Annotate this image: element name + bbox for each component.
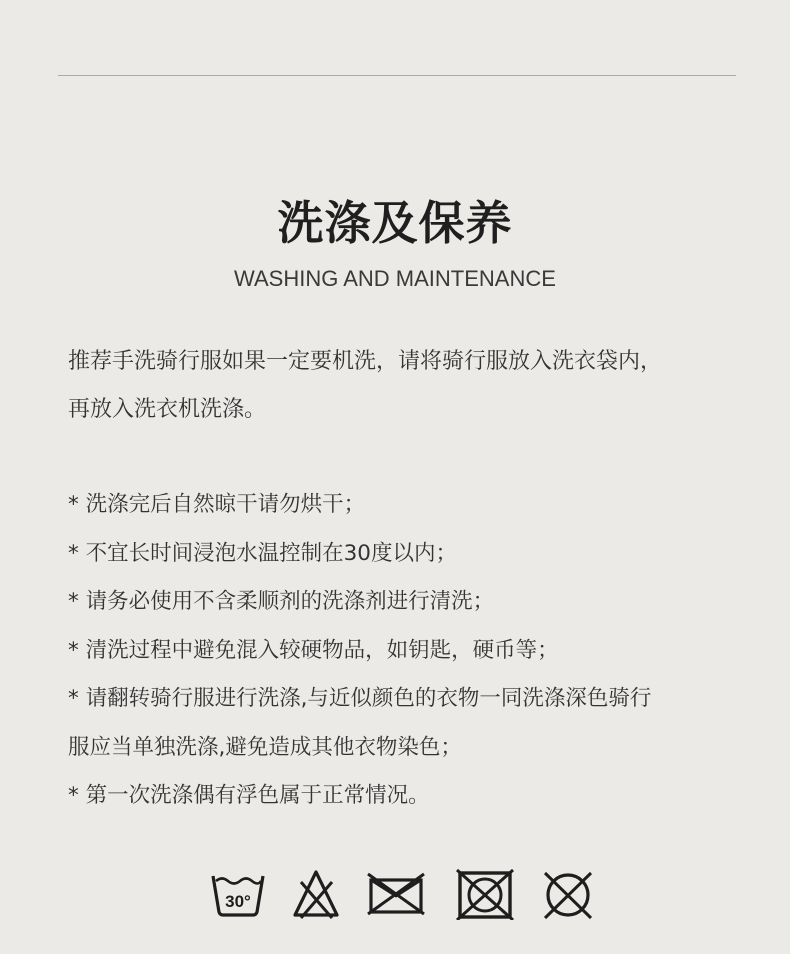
tip-item: * 不宜长时间浸泡水温控制在30度以内； bbox=[68, 540, 457, 566]
intro-line: 再放入洗衣机洗涤。 bbox=[68, 397, 267, 422]
intro-paragraph bbox=[68, 338, 738, 434]
top-divider bbox=[58, 75, 736, 76]
care-tips-list bbox=[68, 481, 748, 821]
tip-item: * 清洗过程中避免混入较硬物品，如钥匙，硬币等； bbox=[68, 637, 559, 663]
tip-item: 服应当单独洗涤,避免造成其他衣物染色； bbox=[68, 734, 462, 760]
care-symbols-row bbox=[0, 868, 790, 928]
page-title: 洗涤及保养 bbox=[277, 196, 513, 250]
no-iron-icon bbox=[366, 868, 426, 920]
wash-30-icon bbox=[210, 868, 266, 918]
no-tumble-dry-icon bbox=[455, 868, 515, 920]
wash-temp-label: 30° bbox=[225, 892, 251, 911]
tip-item: * 请务必使用不含柔顺剂的洗涤剂进行清洗； bbox=[68, 589, 495, 614]
intro-line: 推荐手洗骑行服如果一定要机洗，请将骑行服放入洗衣袋内， bbox=[68, 349, 663, 374]
no-dry-clean-icon bbox=[541, 868, 595, 920]
tip-item: * 洗涤完后自然晾干请勿烘干； bbox=[68, 492, 366, 517]
page-subtitle: WASHING AND MAINTENANCE bbox=[234, 266, 556, 291]
no-bleach-icon bbox=[292, 868, 340, 920]
tip-item: * 第一次洗涤偶有浮色属于正常情况。 bbox=[68, 783, 430, 808]
tip-item: * 请翻转骑行服进行洗涤,与近似颜色的衣物一同洗涤深色骑行 bbox=[68, 686, 652, 711]
